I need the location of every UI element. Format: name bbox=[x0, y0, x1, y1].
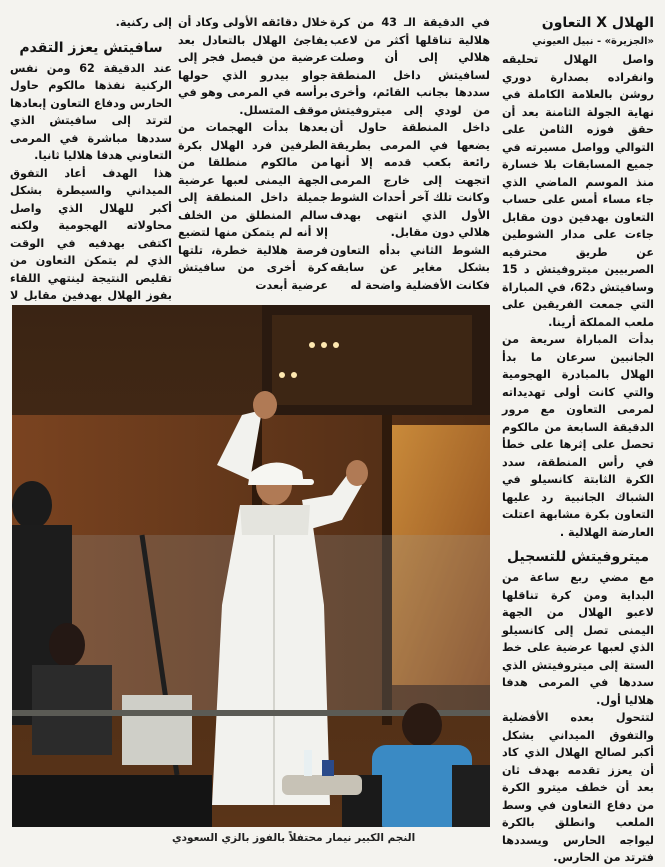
paragraph: مع مضي ربع ساعة من البداية ومن كرة تناقلها لاعبو الهلال من الجهة اليمنى تصل إلى كانسيلو الذي لعبها عرضية على خط الستة إلى ميتروفيتش الذي سددها في المرمى هدفا هلاليا أول. bbox=[502, 571, 654, 707]
photo-caption-text: النجم الكبير نيمار محتفلاً بالفوز بالزي السعودي bbox=[172, 832, 416, 844]
paragraph: خلال دقائقه الأولى وكاد أن يفاجئ الهلال بالتعادل بعد عرضية من فيصل فجر إلى جواو بيدرو الذي حولها برأسه في المرمى وهو في موقف المتسلل. bbox=[178, 16, 328, 117]
paragraph: بدأت المباراة سريعة من الجانبين سرعان ما بدأ الهلال بالمبادرة الهجومية والتي كانت أولى تهديداته لمرمى التعاون مع مرور الدقيقة السابعة من مالكوم تحصل على إثرها على خطأ في رأس المنطقة، سدد الكرة الثابتة كانسيلو في الشباك الجانبية رد عليها التعاون بكرة مشابهة اعتلت العارضة الهلالية . bbox=[502, 333, 654, 539]
paragraph: لتتحول بعده الأفضلية والتفوق الميداني بشكل أكبر لصالح الهلال الذي كاد أن يعزز تقدمه بهدف ثان بعد أن خطف ميترو الكرة من دفاع التعاون في وسط الملعب وانطلق بالكرة ليواجه الحارس ويسددها فترتد من الحارس. bbox=[502, 711, 654, 864]
paragraph: الشوط الثاني بدأه التعاون بشكل مغاير عن سابقه فكانت الأفضلية واضحة له bbox=[330, 243, 490, 292]
paragraph: هذا الهدف أعاد التفوق الميداني والسيطرة بشكل أكبر للهلال الذي واصل محاولاته الهجومية ولكنه اكتفى بهدفيه في الوقت الذي لم يتمكن التعاون من تقليص النتيجة لينتهي اللقاء بفوز الهلال بهدفين مقابل لا bbox=[10, 166, 172, 302]
paragraph: عند الدقيقة 62 ومن نفس الركنية نفذها مالكوم حاول الحارس ودفاع التعاون إبعادها لترتد إلى سافيتش الذي سددها مباشرة في المرمى التعاوني هدفا هلاليا ثانيا. bbox=[10, 61, 172, 162]
paragraph: إلى ركنية. bbox=[115, 16, 172, 29]
paragraph: بعدها بدأت الهجمات من الطرفين فرد الهلال بكرة من مالكوم منطلقا من الجهة اليمنى لعبها عرضية جميلة داخل المنطقة إلى سالم المنطلق من الخلف إلا أنه لم يتمكن منها لتضيع فرصة هلالية خطرة، تلتها كرة أخرى من سافيتش عرضية أبعدت bbox=[178, 121, 328, 292]
paragraph: في الدقيقة الـ 43 من كرة هلالية تناقلها أكثر من لاعب هلالي إلى أن وصلت لسافيتش داخل المنطقة سددها بجانب القائم، وأخرى من لودي إلى ميتروفيتش داخل المنطقة حاول أن يضعها في المرمى بطريقة رائعة بكعب قدمه إلا أنها اتجهت إلى خارج المرمى وكانت تلك آخر أحداث الشوط الأول الذي انتهى بهدف هلالي دون مقابل. bbox=[330, 16, 490, 239]
subheading: سافيتش يعزز التقدم bbox=[19, 39, 163, 56]
article-headline: الهلال X التعاون bbox=[541, 15, 654, 31]
photo-caption bbox=[12, 830, 490, 846]
article-byline: «الجزيرة» - نبيل العيوني bbox=[532, 36, 654, 47]
article-column-2 bbox=[330, 14, 490, 304]
paragraph: واصل الهلال تحليقه وانفراده بصدارة دوري روشن بالعلامة الكاملة في نهاية الجولة الثامنة بعد أن حقق فوزه الثامن على التوالي وواصل مسيرته في جميع المسابقات بلا خسارة منذ الموسم الماضي الذي جاء مساء أمس على حساب التعاون بهدفين دون مقابل جاءت على مدار الشوطين عن طريق محترفيه الصربيين ميتروفيتش د 15 وسافيتش د62، في المباراة التي جمعت الفريقين على ملعب المملكة أرينا. bbox=[502, 53, 654, 329]
subheading: ميتروفيتش للتسجيل bbox=[506, 549, 649, 565]
article-column-1 bbox=[502, 14, 654, 862]
celebration-photo-illustration bbox=[12, 305, 490, 827]
article-column-3 bbox=[178, 14, 328, 292]
news-photo bbox=[12, 305, 490, 827]
